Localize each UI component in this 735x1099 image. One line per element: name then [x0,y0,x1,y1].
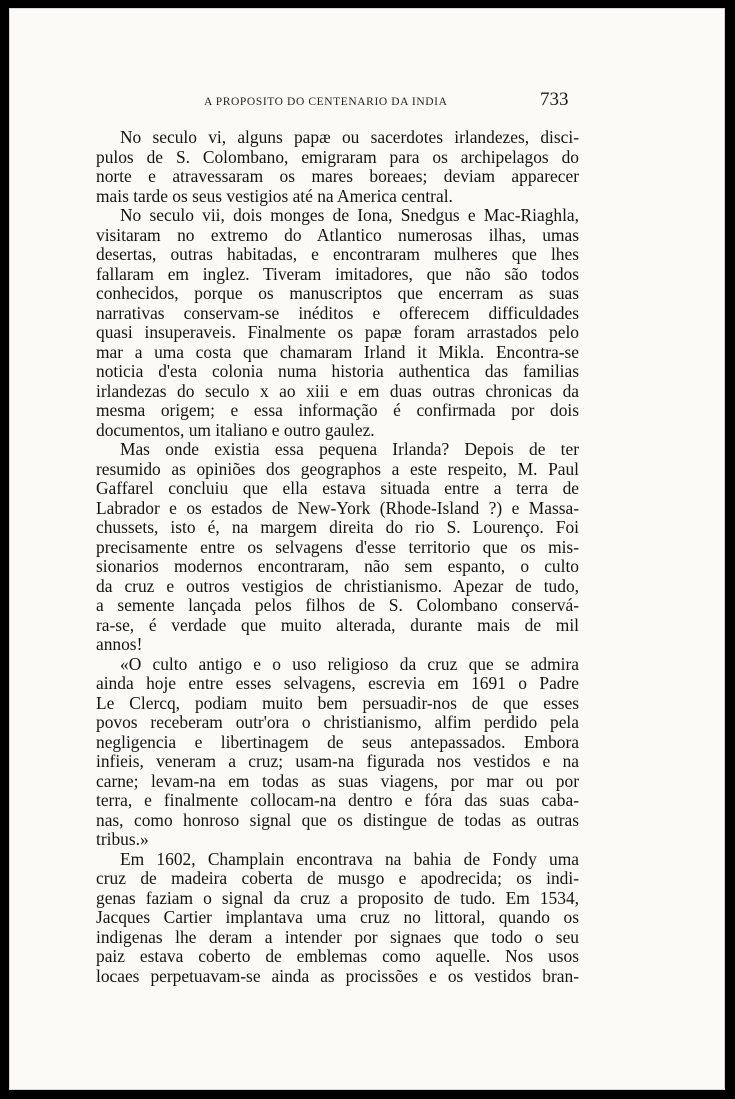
text-line: noticia d'esta colonia numa historia authentica das familias [96,361,579,381]
text-line: conhecidos, porque os manuscriptos que encerram as suas [96,283,579,303]
text-line: genas faziam o signal da cruz a proposito de tudo. Em 1534, [96,887,579,908]
text-line: Jacques Cartier implantava uma cruz no littoral, quando os [96,907,579,927]
text-line: resumido as opiniões dos geographos a este respeito, M. Paul [96,458,579,479]
text-line: pulos de S. Colombano, emigraram para os archipelagos do [96,146,579,167]
page-number: 733 [540,89,569,110]
text-line: ra-se, é verdade que muito alterada, durante mais de mil [96,614,579,635]
text-line: indigenas lhe deram a intender por signaes que todo o seu [96,926,579,947]
text-line: No seculo vii, dois monges de Iona, Snedgus e Mac-Riaghla, [120,205,579,225]
text-line: nas, como honroso signal que os distingue de todas as outras [96,809,579,830]
text-line: irlandezas do seculo x ao xiii e em duas outras chronicas da [96,380,579,401]
text-line: a semente lançada pelos filhos de S. Colombano conservá- [96,595,579,615]
text-line: precisamente entre os selvagens d'esse territorio que os mis- [96,536,579,557]
text-line: povos receberam outr'ora o christianismo, alfim perdido pela [96,712,579,732]
book-page [9,8,725,1090]
text-line: mar a uma costa que chamaram Irland it Mikla. Encontra-se [96,341,579,362]
text-line: visitaram no extremo do Atlantico numerosas ilhas, umas [96,224,579,245]
text-line: No seculo vi, alguns papæ ou sacerdotes irlandezes, disci- [120,127,579,147]
text-line: norte e atravessaram os mares boreaes; deviam apparecer [96,166,579,186]
text-line: carne; levam-na em todas as suas viagens, por mar ou por [96,770,579,791]
text-line: locaes perpetuavam-se ainda as procissões e os vestidos bran- [96,965,579,986]
text-line: ainda hoje entre esses selvagens, escrevia em 1691 o Padre [96,673,579,693]
text-line: terra, e finalmente collocam-na dentro e fóra das suas caba- [96,790,579,810]
text-line: paiz estava coberto de emblemas como aquelle. Nos usos [96,946,579,966]
running-title: A PROPOSITO DO CENTENARIO DA INDIA [204,96,448,108]
text-line: Em 1602, Champlain encontrava na bahia de Fondy uma [120,848,579,869]
text-line: mesma origem; e essa informação é confirmada por dois [96,400,579,420]
text-line: desertas, outras habitadas, e encontraram mulheres que lhes [96,244,579,264]
text-line: «O culto antigo e o uso religioso da cruz que se admira [120,653,579,674]
text-line: mais tarde os seus vestigios até na America central. [96,185,453,206]
text-line: infieis, veneram a cruz; usam-na figurada nos vestidos e na [96,751,579,771]
text-line: sionarios modernos encontraram, não sem espanto, o culto [96,556,579,576]
text-line: narrativas conservam-se inéditos e offerecem difficuldades [96,302,579,323]
text-line: annos! [96,634,143,654]
text-line: quasi insuperaveis. Finalmente os papæ foram arrastados pelo [96,322,579,342]
text-line: documentos, um italiano e outro gaulez. [96,419,375,440]
text-line: cruz de madeira coberta de musgo e apodrecida; os indi- [96,868,579,888]
text-line: Mas onde existia essa pequena Irlanda? Depois de ter [120,439,579,459]
text-line: fallaram em inglez. Tiveram imitadores, que não são todos [96,263,579,284]
text-line: da cruz e outros vestigios de christianismo. Apezar de tudo, [96,575,579,596]
text-line: Le Clercq, podiam muito bem persuadir-nos de que esses [96,692,579,713]
text-line: Gaffarel concluiu que ella estava situada entre a terra de [96,478,579,498]
body-text [96,128,579,986]
text-line: Labrador e os estados de New-York (Rhode-Island ?) e Massa- [96,497,579,518]
text-line: chussets, isto é, na margem direita do rio S. Lourenço. Foi [96,517,579,537]
text-line: negligencia e libertinagem de seus antepassados. Embora [96,731,579,752]
text-line: tribus.» [96,829,149,849]
